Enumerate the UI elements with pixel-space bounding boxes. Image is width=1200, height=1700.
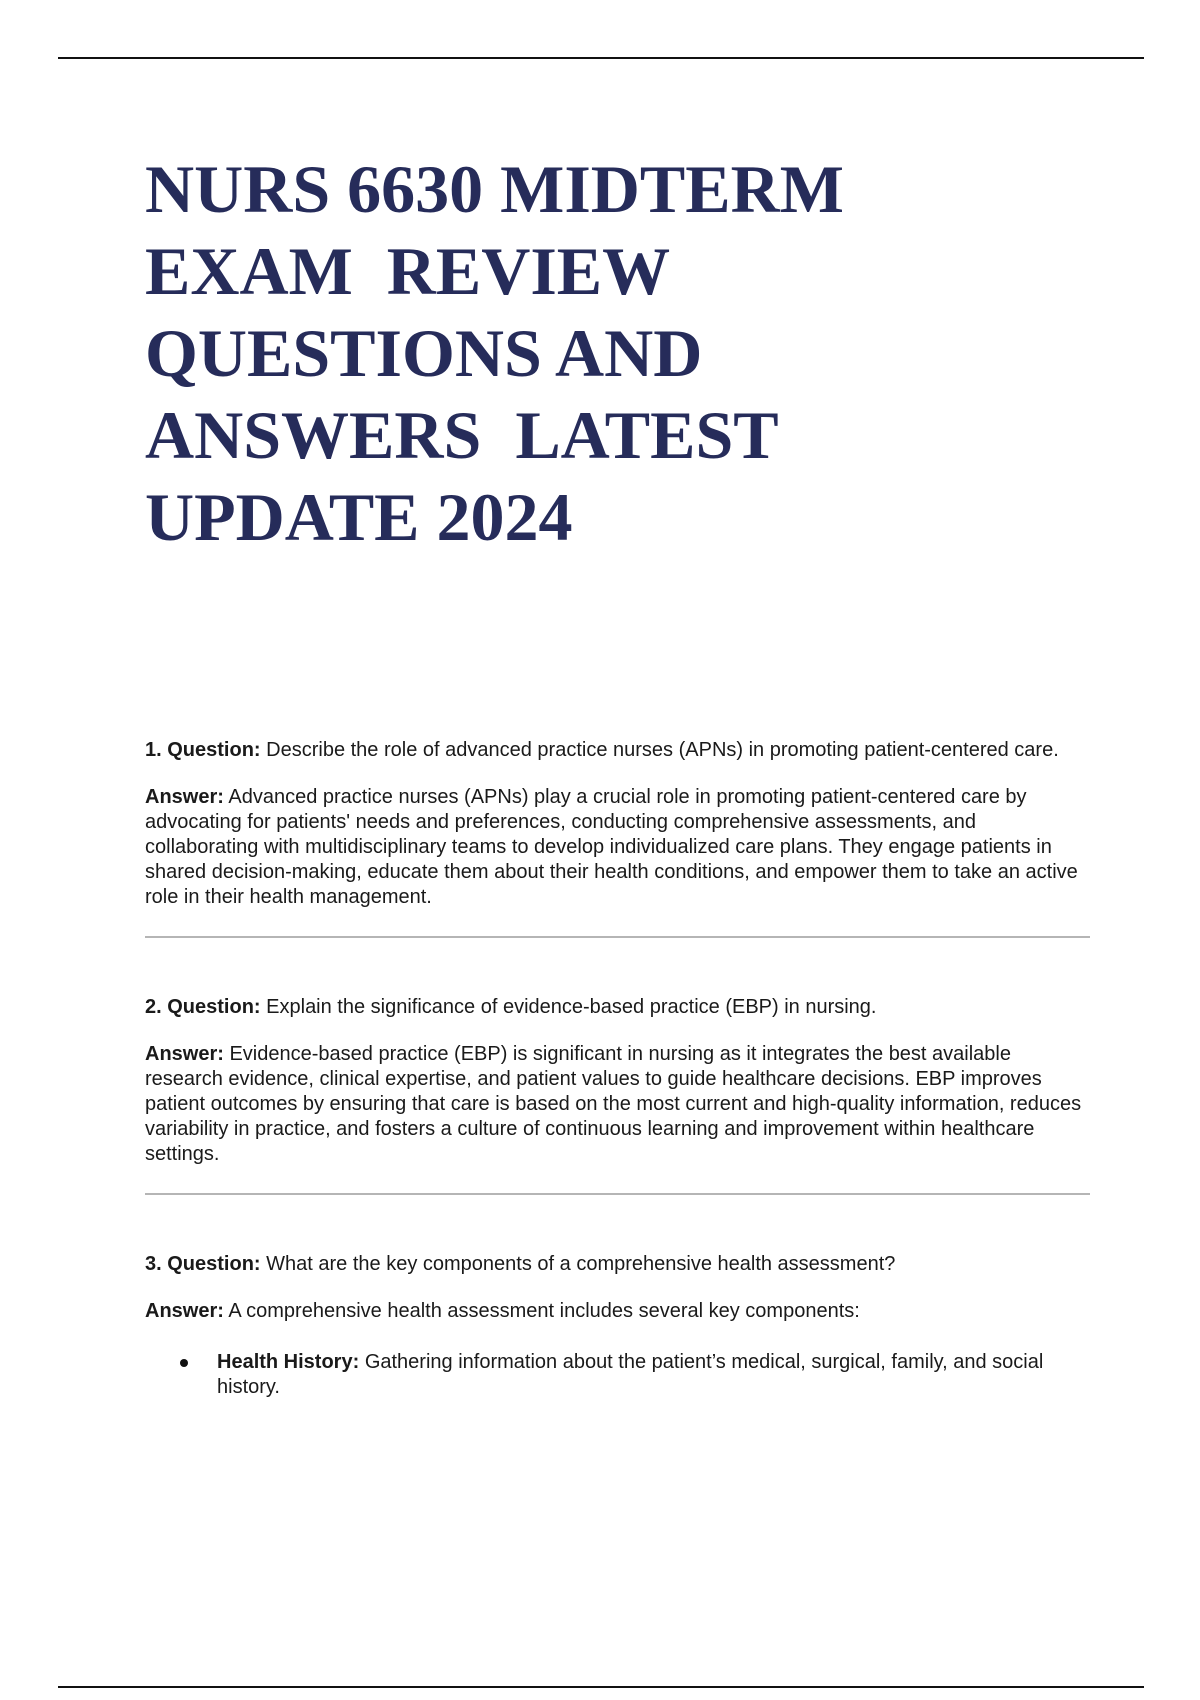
question-label: Question: xyxy=(167,1253,261,1275)
title-line: ANSWERS LATEST xyxy=(145,397,779,473)
bottom-rule xyxy=(58,1686,1144,1688)
question-number: 3. xyxy=(145,1253,162,1275)
answer-label: Answer: xyxy=(145,786,224,808)
qa-item-3 xyxy=(145,1252,1090,1400)
answer-label: Answer: xyxy=(145,1300,224,1322)
title-line: EXAM REVIEW xyxy=(145,233,671,309)
question-text: What are the key components of a comprehensive health assessment? xyxy=(266,1253,896,1275)
title-line: NURS 6630 MIDTERM xyxy=(145,151,844,227)
qa-item-1 xyxy=(145,738,1090,910)
qa-item-2 xyxy=(145,995,1090,1167)
question-label: Question: xyxy=(167,739,261,761)
answer-3 xyxy=(145,1299,1090,1324)
list-item xyxy=(217,1350,1090,1400)
question-number: 2. xyxy=(145,996,162,1018)
bullet-text: Gathering information about the patient’s medical, surgical, family, and social history. xyxy=(217,1351,1044,1398)
question-1 xyxy=(145,738,1090,763)
answer-text: Evidence-based practice (EBP) is significant in nursing as it integrates the best available research evidence, clinical expertise, and patient values to guide healthcare decisions. EBP improves patient outcomes by ensuring that care is based on the most current and high-quality information, reduces variability in practice, and fosters a culture of continuous learning and improvement within healthcare settings. xyxy=(145,1043,1082,1165)
answer-label: Answer: xyxy=(145,1043,224,1065)
answer-text: Advanced practice nurses (APNs) play a crucial role in promoting patient-centered care by advocating for patients' needs and preferences, conducting comprehensive assessments, and collaborating with multidisciplinary teams to develop individualized care plans. They engage patients in shared decision-making, educate them about their health conditions, and empower them to take an active role in their health management. xyxy=(145,786,1078,908)
answer-1 xyxy=(145,785,1090,910)
title-line: QUESTIONS AND xyxy=(145,315,703,391)
title-line: UPDATE 2024 xyxy=(145,479,573,555)
bullet-dot-icon xyxy=(180,1359,188,1367)
qa-content xyxy=(145,738,1090,1400)
bullet-term: Health History: xyxy=(217,1351,360,1373)
answer-3-bullet-list xyxy=(145,1350,1090,1400)
answer-2 xyxy=(145,1042,1090,1167)
top-rule xyxy=(58,57,1144,59)
question-2 xyxy=(145,995,1090,1020)
question-text: Explain the significance of evidence-based practice (EBP) in nursing. xyxy=(266,996,877,1018)
question-number: 1. xyxy=(145,739,162,761)
question-label: Question: xyxy=(167,996,261,1018)
document-title xyxy=(145,148,1045,558)
answer-text: A comprehensive health assessment includes several key components: xyxy=(228,1300,860,1322)
question-3 xyxy=(145,1252,1090,1277)
question-text: Describe the role of advanced practice nurses (APNs) in promoting patient-centered care. xyxy=(266,739,1059,761)
